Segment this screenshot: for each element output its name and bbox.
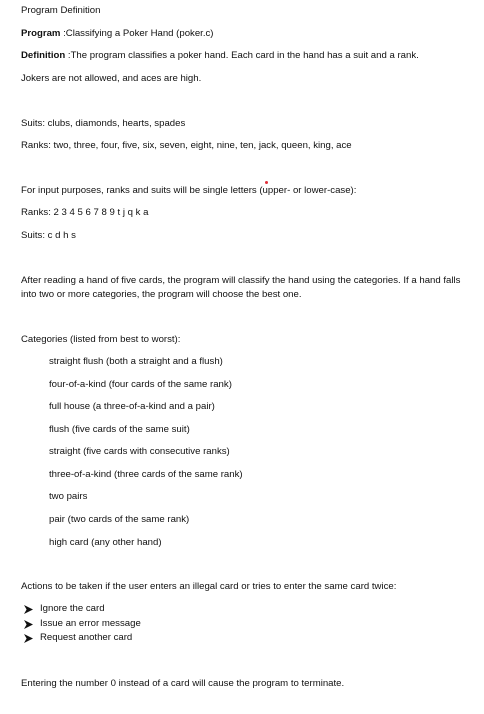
category-item: four-of-a-kind (four cards of the same rank) — [49, 379, 232, 390]
category-item: three-of-a-kind (three cards of the same rank) — [49, 469, 243, 480]
suits-line: Suits: clubs, diamonds, hearts, spades — [21, 118, 186, 129]
categories-title: Categories (listed from best to worst): — [21, 334, 181, 345]
category-item: straight flush (both a straight and a flush) — [49, 356, 223, 367]
definition-line — [21, 50, 419, 62]
terminate-line: Entering the number 0 instead of a card will cause the program to terminate. — [21, 678, 345, 689]
jokers-line: Jokers are not allowed, and aces are high. — [21, 73, 202, 84]
action-item — [24, 618, 141, 630]
definition-label: Definition — [21, 50, 66, 61]
category-item: two pairs — [49, 491, 88, 502]
ranks-line: Ranks: two, three, four, five, six, seven, eight, nine, ten, jack, queen, king, ace — [21, 140, 352, 151]
input-suits: Suits: c d h s — [21, 230, 76, 241]
category-item: straight (five cards with consecutive ranks) — [49, 446, 230, 457]
action-label: Ignore the card — [40, 603, 105, 614]
action-item — [24, 632, 132, 644]
action-label: Issue an error message — [40, 618, 141, 629]
program-value: :Classifying a Poker Hand (poker.c) — [63, 28, 214, 39]
program-label: Program — [21, 28, 61, 39]
category-item: high card (any other hand) — [49, 537, 162, 548]
input-ranks: Ranks: 2 3 4 5 6 7 8 9 t j q k a — [21, 207, 149, 218]
category-item: flush (five cards of the same suit) — [49, 424, 190, 435]
category-item: full house (a three-of-a-kind and a pair) — [49, 401, 215, 412]
after-reading-paragraph: After reading a hand of five cards, the program will classify the hand using the categories. If a hand falls into two or more categories, the program will choose the best one. — [21, 275, 461, 300]
doc-heading: Program Definition — [21, 5, 101, 16]
category-item: pair (two cards of the same rank) — [49, 514, 190, 525]
marker-dot — [265, 181, 268, 184]
arrowhead-bullet-icon — [24, 632, 40, 644]
actions-title: Actions to be taken if the user enters an illegal card or tries to enter the same card twice: — [21, 581, 397, 592]
action-label: Request another card — [40, 632, 133, 643]
arrowhead-bullet-icon — [24, 603, 40, 615]
definition-value: :The program classifies a poker hand. Each card in the hand has a suit and a rank. — [67, 50, 419, 61]
program-line — [21, 28, 214, 40]
input-intro: For input purposes, ranks and suits will be single letters (upper- or lower-case): — [21, 185, 357, 196]
action-item — [24, 603, 105, 615]
arrowhead-bullet-icon — [24, 618, 40, 630]
